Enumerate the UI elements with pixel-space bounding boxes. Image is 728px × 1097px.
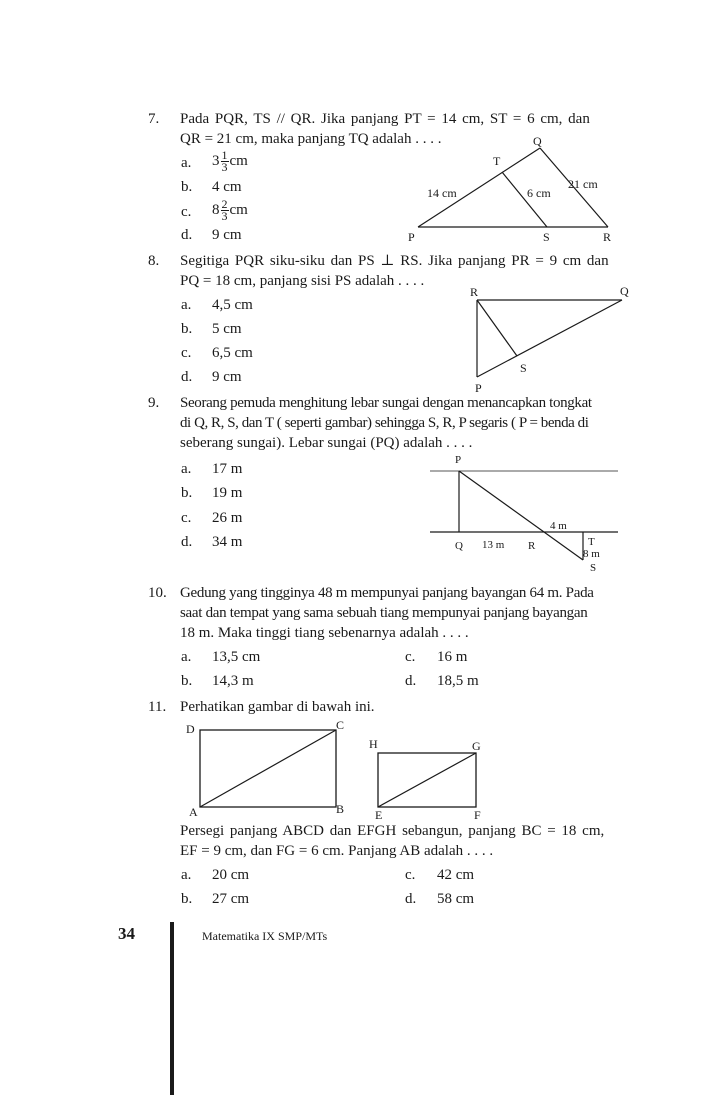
point-label-t: T: [588, 536, 595, 548]
vertex-label-d: D: [186, 722, 195, 736]
option-value: 4 cm: [212, 179, 242, 195]
vertex-label-p: P: [408, 230, 415, 244]
option-label: a.: [181, 867, 192, 883]
vertex-label-r: R: [470, 285, 479, 299]
vertex-label-e: E: [375, 808, 383, 822]
right-triangle-pqr-figure: [462, 282, 642, 397]
vertex-label-f: F: [474, 808, 481, 822]
option-value: 14,3 m: [212, 673, 254, 689]
vertex-label-p: P: [475, 381, 482, 395]
question-text-line: Gedung yang tingginya 48 m mempunyai panjang bayangan 64 m. Pada: [180, 585, 594, 601]
option-label: b.: [181, 321, 193, 337]
question-number: 9.: [148, 395, 160, 411]
length-label-pt: 14 cm: [427, 186, 457, 200]
river-width-figure: [430, 450, 625, 575]
question-text-line: Seorang pemuda menghitung lebar sungai dengan menancapkan tongkat: [180, 395, 592, 411]
page-number: 34: [118, 924, 135, 943]
fraction-numerator: 2: [221, 197, 228, 211]
vertex-label-c: C: [336, 718, 345, 732]
length-label-qr: 21 cm: [568, 177, 598, 191]
option-label: b.: [181, 673, 193, 689]
option-label: a.: [181, 297, 192, 313]
option-label: c.: [405, 649, 416, 665]
length-label-qr: 13 m: [482, 539, 505, 551]
option-label: d.: [181, 227, 193, 243]
option-value: 19 m: [212, 485, 243, 501]
point-label-q: Q: [455, 540, 463, 552]
question-text-line: QR = 21 cm, maka panjang TQ adalah . . . .: [180, 131, 442, 147]
option-label: b.: [181, 891, 193, 907]
option-label: c.: [405, 867, 416, 883]
question-text-line: di Q, R, S, dan T ( seperti gambar) sehingga S, R, P segaris ( P = benda di: [180, 415, 589, 431]
option-label: c.: [181, 510, 192, 526]
question-text-line: Perhatikan gambar di bawah ini.: [180, 699, 375, 715]
length-label-st: 6 cm: [527, 186, 551, 200]
option-value: [212, 199, 248, 222]
question-text-line: Pada PQR, TS // QR. Jika panjang PT = 14 cm, ST = 6 cm, dan: [180, 111, 590, 127]
point-label-r: R: [528, 540, 536, 552]
option-value: 4,5 cm: [212, 297, 253, 313]
fraction: [221, 150, 229, 173]
question-text-line: PQ = 18 cm, panjang sisi PS adalah . . . .: [180, 273, 425, 289]
option-value: 42 cm: [437, 867, 475, 883]
option-label: d.: [181, 534, 193, 550]
question-text-line: Persegi panjang ABCD dan EFGH sebangun, panjang BC = 18 cm,: [180, 823, 605, 839]
vertex-label-g: G: [472, 739, 481, 753]
option-value: [212, 150, 248, 173]
question-text-line: saat dan tempat yang sama sebuah tiang mempunyai panjang bayangan: [180, 605, 588, 621]
question-text-line: EF = 9 cm, dan FG = 6 cm. Panjang AB adalah . . . .: [180, 843, 494, 859]
option-value: 18,5 m: [437, 673, 479, 689]
option-value: 6,5 cm: [212, 345, 253, 361]
option-label: b.: [181, 485, 193, 501]
fraction-numerator: 1: [221, 148, 228, 162]
option-label: c.: [181, 345, 192, 361]
vertex-label-s: S: [543, 230, 550, 244]
option-value: 17 m: [212, 461, 243, 477]
option-value: 9 cm: [212, 369, 242, 385]
mixed-whole: 8: [212, 201, 220, 218]
vertex-label-b: B: [336, 802, 345, 816]
option-label: d.: [405, 891, 417, 907]
mixed-whole: 3: [212, 152, 220, 169]
similar-rectangles-figure: [178, 718, 498, 824]
fraction-denominator: 3: [221, 209, 228, 223]
vertex-label-h: H: [369, 737, 378, 751]
option-value: 9 cm: [212, 227, 242, 243]
fraction: [221, 199, 229, 222]
segment-rs: [477, 300, 517, 356]
length-label-ts: 8 m: [583, 548, 600, 560]
question-number: 7.: [148, 111, 160, 127]
option-label: d.: [405, 673, 417, 689]
fraction-denominator: 3: [221, 160, 228, 174]
option-label: b.: [181, 179, 193, 195]
question-number: 11.: [148, 699, 167, 715]
unit: cm: [229, 201, 248, 218]
point-label-s: S: [590, 562, 597, 574]
diagonal-ac: [200, 730, 336, 807]
option-value: 27 cm: [212, 891, 250, 907]
option-value: 34 m: [212, 534, 243, 550]
vertex-label-a: A: [189, 805, 198, 819]
option-value: 20 cm: [212, 867, 250, 883]
question-text-line: Segitiga PQR siku-siku dan PS ⊥ RS. Jika panjang PR = 9 cm dan: [180, 253, 609, 269]
question-text-line: 18 m. Maka tinggi tiang sebenarnya adalah . . . .: [180, 625, 469, 641]
option-value: 16 m: [437, 649, 468, 665]
question-number: 8.: [148, 253, 160, 269]
length-label-rt: 4 m: [550, 520, 567, 532]
option-value: 58 cm: [437, 891, 475, 907]
vertex-label-r: R: [603, 230, 612, 244]
vertex-label-s: S: [520, 361, 527, 375]
option-label: a.: [181, 461, 192, 477]
option-value: 5 cm: [212, 321, 242, 337]
vertex-label-q: Q: [533, 134, 542, 148]
vertex-label-q: Q: [620, 284, 629, 298]
option-value: 13,5 cm: [212, 649, 261, 665]
footer-divider: [170, 922, 174, 1095]
book-title: Matematika IX SMP/MTs: [202, 929, 328, 943]
option-value: 26 m: [212, 510, 243, 526]
vertex-label-t: T: [493, 154, 501, 168]
option-label: d.: [181, 369, 193, 385]
diagonal-eg: [378, 753, 476, 807]
question-text-line: seberang sungai). Lebar sungai (PQ) adalah . . . .: [180, 435, 473, 451]
unit: cm: [229, 152, 248, 169]
question-number: 10.: [148, 585, 167, 601]
option-label: a.: [181, 649, 192, 665]
line-psr: [459, 471, 583, 560]
option-label: c.: [181, 204, 192, 220]
side-pq: [477, 300, 622, 377]
option-label: a.: [181, 155, 192, 171]
point-label-p: P: [455, 454, 462, 466]
triangle-pqr-figure: [400, 130, 630, 245]
